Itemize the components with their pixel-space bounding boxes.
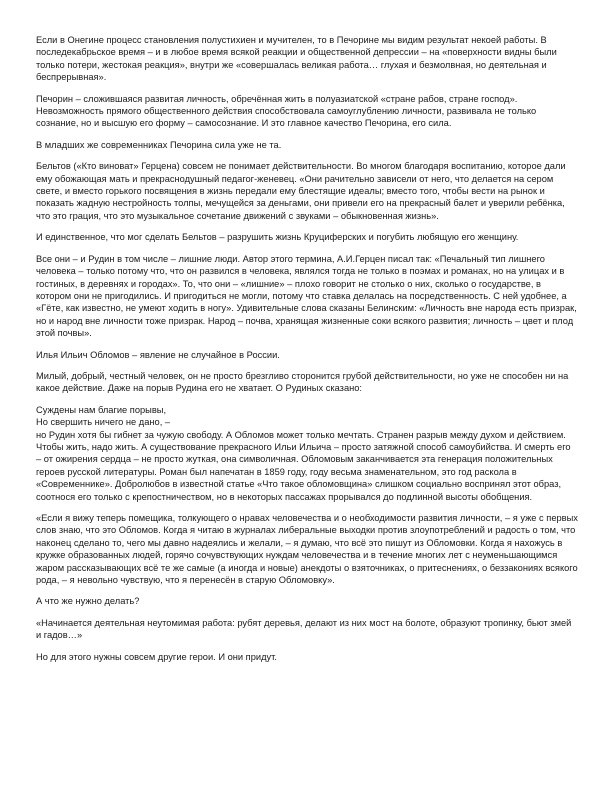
paragraph-superfluous-people: [36, 253, 578, 340]
paragraph-text: И единственное, что мог сделать Бельтов – разрушить жизнь Круциферских и погубить любящую его женщину.: [36, 232, 519, 243]
paragraph-text: «Начинается деятельная неутомимая работа: рубят деревья, делают из них мост на болоте, образуют тропинку, бьют змей и гадов…»: [36, 617, 572, 641]
paragraph-work-quote: [36, 617, 578, 642]
paragraph-onegin-pechorin: [36, 34, 578, 84]
paragraph-text: Милый, добрый, честный человек, он не просто брезгливо сторонится грубой действительности, но уже не способен ни на какое действие. Даже на порыв Рудина его не хватает. О Рудиных сказано:: [36, 370, 569, 394]
poem-line: Но свершить ничего не дано, –: [36, 417, 171, 428]
paragraph-beltov-destroy: [36, 231, 578, 243]
paragraph-beltov: [36, 160, 578, 222]
paragraph-text: Бельтов («Кто виноват» Герцена) совсем не понимает действительности. Во многом благодаря воспитанию, которое дали ему обожающая мать и прекраснодушный педагог-женевец. «Они рачительно зависели от него, что делается на сером свете, и вместо горького посвящения в жизнь передали ему блестящие идеалы; вместо того, чтобы вести на рынок и показать жадную нестройность толпы, мечущейся за деньгами, они привели его на прекрасный балет и уверили ребёнка, что это грация, что это музыкальное сочетание движений с звуками – обыкновенная жизнь».: [36, 161, 566, 221]
paragraph-text: А что же нужно делать?: [36, 596, 140, 607]
paragraph-text: В младших же современниках Печорина сила уже не та.: [36, 139, 282, 150]
poem-line: Суждены нам благие порывы,: [36, 404, 167, 415]
poem-quote: [36, 404, 578, 429]
paragraph-what-to-do: [36, 595, 578, 607]
paragraph-text: Если в Онегине процесс становления полустихиен и мучителен, то в Печорине мы видим результат некоей работы. В последекабрьское время – и в любое время всякой реакции и общественной депрессии – на «поверхности видны были только потери, жестокая реакция», внутри же «совершалась великая работа… глухая и безмолвная, но деятельная и беспрерывная».: [36, 35, 557, 83]
paragraph-text: но Рудин хотя бы гибнет за чужую свободу. А Обломов может только мечтать. Странен разрыв между духом и действием. Чтобы жить, надо жить. А существование прекрасного Ильи Ильича – просто затяжной способ самоубийства. И смерть его – от ожирения сердца – не просто жуткая, она символичная. Обломовым заканчивается эта генерация положительных героев русской литературы. Роман был напечатан в 1859 году, году весьма знаменательном, это год раскола в «Современнике». Добролюбов в известной статье «Что такое обломовщина» слишком социально воспринял этот образ, соотнося его только с крепостничеством, но в некоторых пассажах прорывался до подлинной высоты обобщения.: [36, 429, 571, 502]
paragraph-text: «Если я вижу теперь помещика, толкующего о нравах человечества и о необходимости развития личности, – я уже с первых слов знаю, что это Обломов. Когда я читаю в журналах либеральные выходки против злоупотреблений и радость о том, что наконец сделано то, чего мы давно надеялись и желали, – я думаю, что всё это пишут из Обломовки. Когда я нахожусь в кружке образованных людей, горячо сочувствующих нуждам человечества и в течение многих лет с неуменьшающимся жаром рассказывающих всё те же самые (а иногда и новые) анекдоты о взяточниках, о притеснениях, о беззакониях всякого рода, – я невольно чувствую, что я перенесён в старую Обломовку».: [36, 513, 578, 586]
paragraph-text: Все они – и Рудин в том числе – лишние люди. Автор этого термина, А.И.Герцен писал так: «Печальный тип лишнего человека – только потому что, что он развился в человека, являлся тогда не только в поэмах и романах, но на улицах и в гостиных, в деревнях и городах». То, что они – «лишние» – плохо говорит не столько о них, сколько о государстве, в котором они не пригодились. И пригодиться не могли, потому что ставка делалась на посредственность. С ней удобнее, а «Гёте, как известно, не умеют ходить в ногу». Удивительные слова сказаны Белинским: «Личность вне народа есть призрак, но и народ вне личности тоже призрак. Народ – почва, хранящая жизненные соки всякого развития; личность – цвет и плод этой почвы».: [36, 253, 577, 339]
paragraph-dobrolyubov-quote: [36, 512, 578, 586]
paragraph-text: Но для этого нужны совсем другие герои. И они придут.: [36, 651, 277, 662]
paragraph-oblomov-character: [36, 370, 578, 395]
paragraph-younger-contemporaries: [36, 139, 578, 151]
document-page: [36, 34, 578, 672]
paragraph-pechorin-personality: [36, 93, 578, 130]
paragraph-rudin-oblomov: [36, 429, 578, 503]
paragraph-other-heroes: [36, 651, 578, 663]
paragraph-text: Илья Ильич Обломов – явление не случайное в России.: [36, 349, 280, 360]
paragraph-text: Печорин – сложившаяся развитая личность, обречённая жить в полуазиатской «стране рабов, стране господ». Невозможность прямого общественного действия способствовала самоуглублению личности, развивала не только сознание, но и высшую его форму – самосознание. И это главное качество Печорина, его сила.: [36, 93, 537, 129]
paragraph-oblomov-intro: [36, 349, 578, 361]
